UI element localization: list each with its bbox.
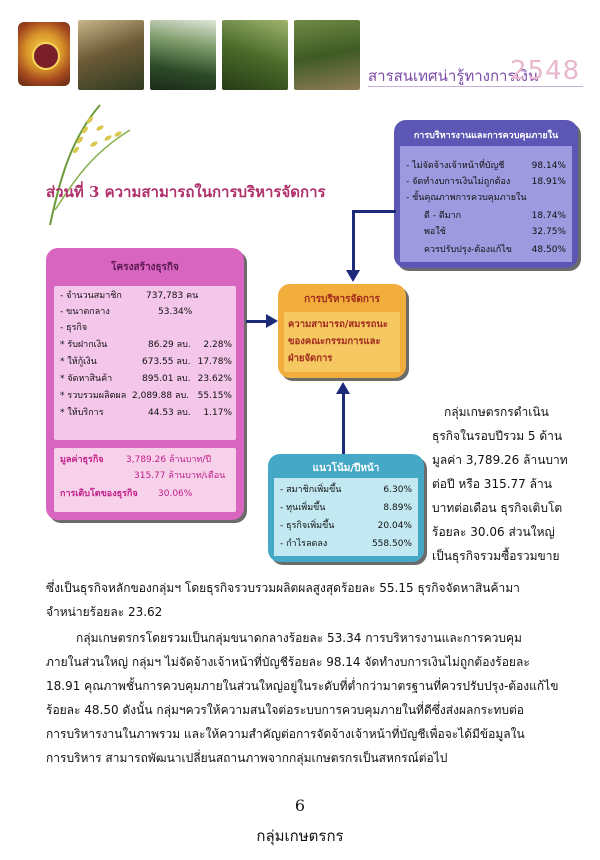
management-box — [278, 284, 406, 378]
business-structure-box — [46, 248, 244, 520]
control-row: - ไม่จัดจ้างเจ้าหน้าที่บัญชี 98.14% — [406, 161, 566, 171]
trend-title: แนวโน้ม/ปีหน้า — [312, 463, 380, 474]
management-body-panel — [284, 312, 400, 372]
arrow-down — [352, 210, 355, 274]
structure-row: * ให้กู้เงิน 673.55 ลบ. 17.78% — [60, 357, 232, 367]
structure-row: * รับฝากเงิน 86.29 ลบ. 2.28% — [60, 340, 232, 350]
trend-box — [268, 454, 424, 562]
value-year: 3,789.26 ล้านบาท/ปี — [126, 455, 212, 465]
arrow-connector — [354, 210, 396, 213]
trend-list — [274, 478, 418, 556]
paragraph-1: ซึ่งเป็นธุรกิจหลักของกลุ่มฯ โดยธุรกิจรวบรวมผลิตผลสูงสุดร้อยละ 55.15 ธุรกิจจัดหาสินค้ามา จำหน่ายร้อยละ 23.62 — [46, 581, 520, 619]
side-paragraph: กลุ่มเกษตรกรดำเนิน ธุรกิจในรอบปีรวม 5 ด้าน มูลค่า 3,789.26 ล้านบาท ต่อปี หรือ 315.77 ล้าน บาทต่อเดือน ธุรกิจเติบโต ร้อยละ 30.06 ส่วนใหญ่ เป็นธุรกิจรวมซื้อรวมขาย — [432, 405, 568, 563]
internal-control-box — [394, 120, 578, 268]
arrow-up — [342, 392, 345, 454]
trend-row: - กำไรลดลง 558.50% — [280, 539, 412, 549]
canal-photo — [150, 20, 216, 90]
structure-row: * จัดหาสินค้า 895.01 ลบ. 23.62% — [60, 374, 232, 384]
field-photo — [222, 20, 288, 90]
control-title: การบริหารงานและการควบคุมภายใน — [413, 131, 559, 141]
business-value-panel — [54, 448, 236, 512]
control-row: ควรปรับปรุง-ต้องแก้ไข 48.50% — [424, 245, 566, 255]
growth-label: การเติบโตของธุรกิจ — [60, 489, 138, 499]
trend-row: - สมาชิกเพิ่มขึ้น 6.30% — [280, 485, 412, 495]
management-title: การบริหารจัดการ — [304, 294, 380, 305]
structure-list — [54, 286, 236, 440]
control-row: พอใช้ 32.75% — [424, 227, 566, 237]
farmer-photo-1 — [78, 20, 144, 90]
trend-row: - ธุรกิจเพิ่มขึ้น 20.04% — [280, 521, 412, 531]
header-title: สารสนเทศน่ารู้ทางการเงิน — [368, 67, 539, 85]
structure-row: - ขนาดกลาง 53.34% — [60, 307, 193, 317]
value-month: 315.77 ล้านบาท/เดือน — [134, 471, 226, 481]
footer-title: กลุ่มเกษตรกร — [256, 827, 344, 845]
structure-row: - จำนวนสมาชิก 737,783 คน — [60, 291, 199, 301]
section-title: ส่วนที่ 3 ความสามารถในการบริหารจัดการ — [46, 183, 326, 201]
structure-row: - ธุรกิจ — [60, 323, 88, 333]
management-body: ความสามารถ/สมรรถนะของคณะกรรมการและฝ่ายจัดการ — [288, 319, 388, 364]
value-label: มูลค่าธุรกิจ — [60, 455, 104, 465]
structure-row: * รวบรวมผลิตผล 2,089.88 ลบ. 55.15% — [60, 391, 232, 401]
control-row: - ชั้นคุณภาพการควบคุมภายใน — [406, 193, 527, 203]
growth-value: 30.06% — [158, 489, 193, 499]
rice-stalk-icon — [30, 100, 140, 230]
emblem-logo — [18, 22, 70, 86]
structure-row: * ให้บริการ 44.53 ลบ. 1.17% — [60, 408, 232, 418]
control-row: - จัดทำงบการเงินไม่ถูกต้อง 18.91% — [406, 177, 566, 187]
header-divider — [368, 86, 583, 87]
control-row: ดี - ดีมาก 18.74% — [424, 211, 566, 221]
control-list — [400, 146, 572, 262]
structure-title: โครงสร้างธุรกิจ — [111, 262, 179, 273]
paragraph-2: กลุ่มเกษตรกรโดยรวมเป็นกลุ่มขนาดกลางร้อยละ 53.34 การบริหารงานและการควบคุม ภายในส่วนใหญ่ กลุ่มฯ ไม่จัดจ้างเจ้าหน้าที่บัญชีร้อยละ 98.14 จัดทำงบการเงินไม่ถูกต้องร้อยละ 18.91 คุณภาพชั้นการควบคุมภายในส่วนใหญ่อยู่ในระดับที่ต่ำกว่ามาตรฐานที่ควรปรับปรุง-ต้องแก้ไข ร้อยละ 48.50 ดังนั้น กลุ่มฯควรให้ความสนใจต่อระบบการควบคุมภายในที่ดีซึ่งส่งผลกระทบต่อ การบริหารงานในภาพรวม และให้ความสำคัญต่อการจัดจ้างเจ้าหน้าที่บัญชีเพื่อจะได้มีข้อมูลใน การบริหาร สามารถพัฒนาเปลี่ยนสถานภาพจากกลุ่มเกษตรกรเป็นสหกรณ์ต่อไป — [46, 631, 559, 765]
header-year: 2548 — [510, 56, 581, 86]
trend-row: - ทุนเพิ่มขึ้น 8.89% — [280, 503, 412, 513]
arrow-right-head — [266, 314, 278, 328]
page-number: 6 — [294, 796, 306, 815]
farmer-photo-2 — [294, 20, 360, 90]
arrow-down-head — [346, 270, 360, 282]
arrow-up-head — [336, 382, 350, 394]
